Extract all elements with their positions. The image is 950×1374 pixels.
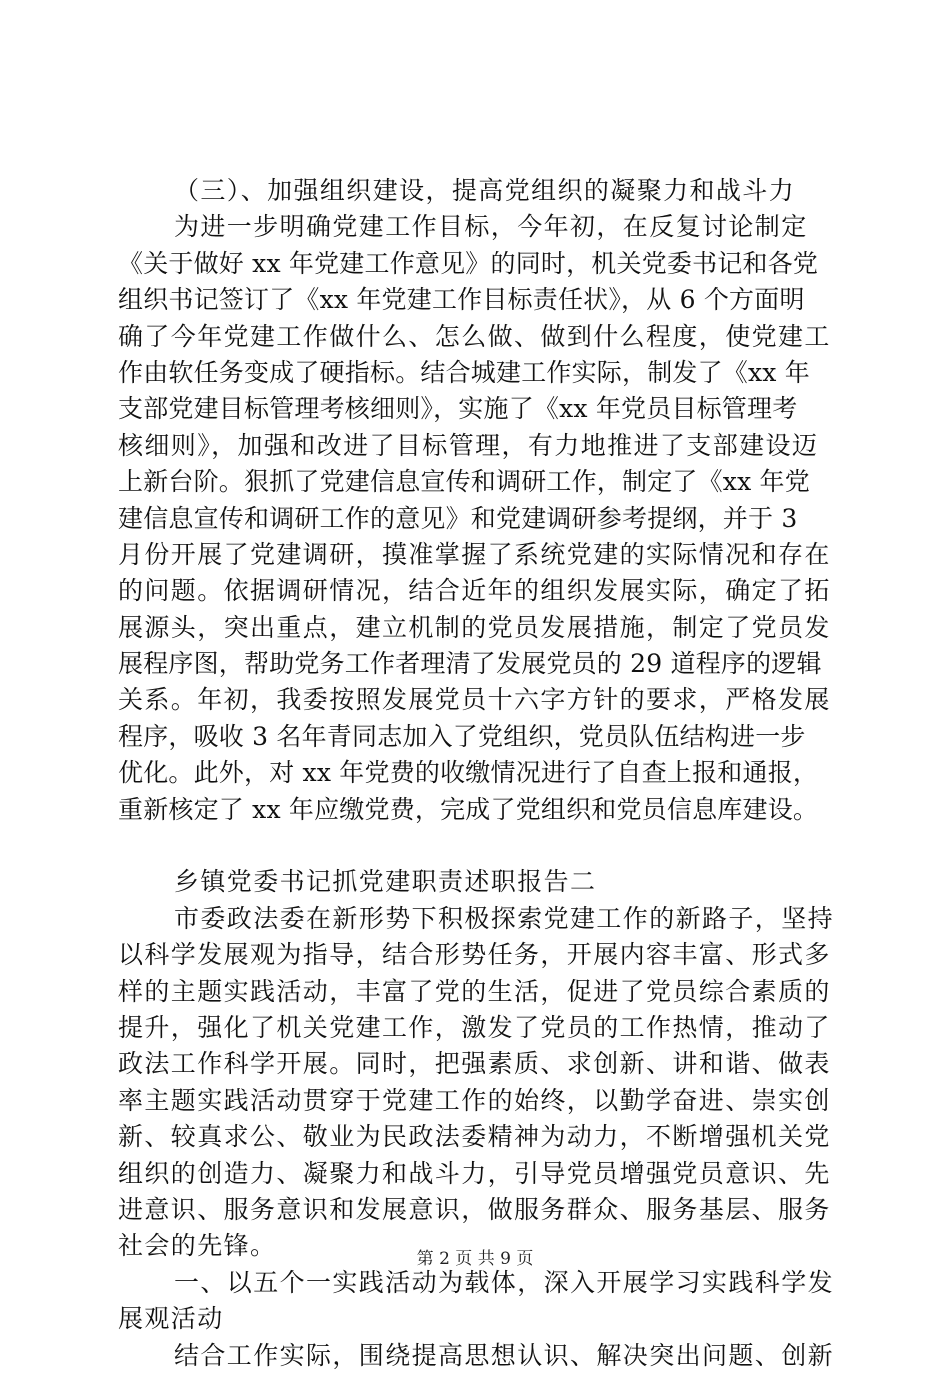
paragraph-line: 政法工作科学开展。同时，把强素质、求创新、讲和谐、做表 [118, 1049, 831, 1079]
paragraph-line: 确了今年党建工作做什么、怎么做、做到什么程度，使党建工 [118, 321, 831, 351]
paragraph-line: 展程序图，帮助党务工作者理清了发展党员的 29 道程序的逻辑 [118, 649, 822, 679]
paragraph-line: 以科学发展观为指导，结合形势任务，开展内容丰富、形式多 [118, 940, 831, 970]
paragraph-line: 作由软任务变成了硬指标。结合城建工作实际，制发了《xx 年 [118, 357, 810, 387]
paragraph-spacer [118, 828, 830, 864]
section-one-heading-continued: 展观活动 [118, 1304, 224, 1334]
page-number-footer: 第 2 页 共 9 页 [416, 1249, 534, 1269]
paragraph-line: 展源头，突出重点，建立机制的党员发展措施，制定了党员发 [118, 612, 831, 642]
paragraph-line: 关系。年初，我委按照发展党员十六字方针的要求，严格发展 [118, 685, 831, 715]
paragraph-line: 建信息宣传和调研工作的意见》和党建调研参考提纲，并于 3 [118, 503, 798, 533]
document-body [118, 173, 835, 1374]
paragraph-line: 新、较真求公、敬业为民政法委精神为动力，不断增强机关党 [118, 1122, 831, 1152]
section-one-heading: 一、以五个一实践活动为载体，深入开展学习实践科学发 [174, 1267, 835, 1297]
paragraph-line: 《关于做好 xx 年党建工作意见》的同时，机关党委书记和各党 [118, 248, 819, 278]
paragraph-line: 优化。此外，对 xx 年党费的收缴情况进行了自查上报和通报， [118, 758, 819, 788]
paragraph-line: 的问题。依据调研情况，结合近年的组织发展实际，确定了拓 [118, 576, 831, 606]
paragraph-line: 组织书记签订了《xx 年党建工作目标责任状》，从 6 个方面明 [118, 285, 805, 315]
paragraph-line: 程序，吸收 3 名年青同志加入了党组织，党员队伍结构进一步 [118, 721, 806, 751]
paragraph-line: 提升，强化了机关党建工作，激发了党员的工作热情，推动了 [118, 1012, 831, 1042]
paragraph-line: 核细则》，加强和改进了目标管理，有力地推进了支部建设迈 [118, 430, 819, 460]
paragraph-line: 月份开展了党建调研，摸准掌握了系统党建的实际情况和存在 [118, 539, 831, 569]
paragraph-line: 市委政法委在新形势下积极探索党建工作的新路子，坚持 [174, 903, 835, 933]
paragraph-line: 组织的创造力、凝聚力和战斗力，引导党员增强党员意识、先 [118, 1158, 831, 1188]
paragraph-line: 重新核定了 xx 年应缴党费，完成了党组织和党员信息库建设。 [118, 794, 819, 824]
paragraph-line: 率主题实践活动贯穿于党建工作的始终，以勤学奋进、崇实创 [118, 1085, 831, 1115]
paragraph-line: 社会的先锋。 [118, 1231, 277, 1261]
section-heading: （三）、加强组织建设，提高党组织的凝聚力和战斗力 [174, 176, 796, 205]
paragraph-line: 进意识、服务意识和发展意识，做服务群众、服务基层、服务 [118, 1194, 831, 1224]
paragraph-line: 支部党建目标管理考核细则》，实施了《xx 年党员目标管理考 [118, 394, 798, 424]
paragraph-line: 为进一步明确党建工作目标，今年初，在反复讨论制定 [174, 212, 808, 242]
paragraph-line: 上新台阶。狠抓了党建信息宣传和调研工作，制定了《xx 年党 [118, 467, 810, 497]
report-title: 乡镇党委书记抓党建职责述职报告二 [174, 867, 597, 897]
paragraph-line: 样的主题实践活动，丰富了党的生活，促进了党员综合素质的 [118, 976, 831, 1006]
paragraph-line: 结合工作实际，围绕提高思想认识、解决突出问题、创新 [174, 1340, 835, 1370]
